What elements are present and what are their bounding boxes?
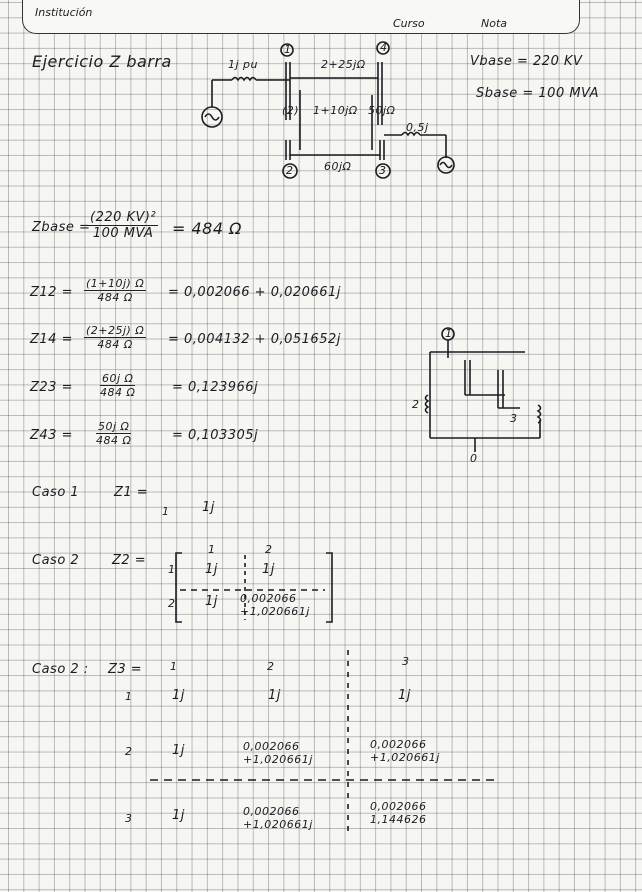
caso2-r2c2: 0,002066 +1,020661j <box>240 592 310 618</box>
caso3-r2c1: 1j <box>172 743 185 758</box>
caso3-z: Z3 = <box>108 662 143 677</box>
gen-reactance-label: 1j pu <box>228 58 259 71</box>
caso3-label: Caso 2 : <box>32 662 89 677</box>
grade-label: Nota <box>481 17 508 30</box>
institution-label: Institución <box>35 6 93 19</box>
z12-fraction <box>84 277 146 304</box>
caso2-label: Caso 2 <box>32 553 80 568</box>
z14-den: 484 Ω <box>97 338 133 351</box>
caso2-col1: 1 <box>208 543 216 556</box>
caso3-r2c2: 0,002066 +1,020661j <box>243 740 313 766</box>
bus2-number: 2 <box>286 164 294 177</box>
bus1-number: 1 <box>284 43 292 56</box>
line14-label: 2+25jΩ <box>321 58 366 71</box>
line23-label: 60jΩ <box>324 160 352 173</box>
caso3-r1c2: 1j <box>268 688 281 703</box>
caso1-z: Z1 = <box>114 485 149 500</box>
caso3-col1: 1 <box>170 660 178 673</box>
z23-label: Z23 = <box>30 380 73 395</box>
sbase-text: Sbase = 100 MVA <box>476 86 599 101</box>
zbase-den: 100 MVA <box>92 226 154 241</box>
z12-num: (1+10j) Ω <box>86 277 145 290</box>
side-node1: 1 <box>445 327 453 340</box>
side-node3: 3 <box>510 412 518 425</box>
zbase-result: = 484 Ω <box>172 219 242 238</box>
z43-label: Z43 = <box>30 428 73 443</box>
z23-num: 60j Ω <box>102 372 134 385</box>
caso2-r1c2: 1j <box>262 562 275 577</box>
z14-result: = 0,004132 + 0,051652j <box>168 332 341 347</box>
z12-den: 484 Ω <box>97 291 133 304</box>
page-title: Ejercicio Z barra <box>32 52 172 71</box>
caso3-col3: 3 <box>402 655 410 668</box>
caso3-r1c3: 1j <box>398 688 411 703</box>
z23-den: 484 Ω <box>100 386 136 399</box>
zbase-num: (220 KV)² <box>90 210 157 225</box>
caso1-label: Caso 1 <box>32 485 80 500</box>
side-node2: 2 <box>412 398 420 411</box>
vbase-text: Vbase = 220 KV <box>470 54 583 69</box>
gen-inductor <box>232 78 256 81</box>
z12-result: = 0,002066 + 0,020661j <box>168 285 341 300</box>
caso3-r3c2: 0,002066 +1,020661j <box>243 805 313 831</box>
caso1-row: 1 <box>162 505 170 518</box>
load-reactance-label: 0,5j <box>406 121 429 134</box>
caso3-col2: 2 <box>267 660 275 673</box>
line43-label: 50jΩ <box>368 104 396 117</box>
z14-fraction <box>84 324 146 351</box>
caso3-row1-idx: 1 <box>125 690 133 703</box>
caso2-row2-idx: 2 <box>168 597 176 610</box>
side-node0: 0 <box>470 452 478 465</box>
caso3-row3-idx: 3 <box>125 812 133 825</box>
caso2-row1-idx: 1 <box>168 563 176 576</box>
z43-fraction <box>96 420 131 447</box>
bus3-number: 3 <box>379 164 387 177</box>
caso3-r1c1: 1j <box>172 688 185 703</box>
caso3-r2c3: 0,002066 +1,020661j <box>370 738 440 764</box>
bus4-number: 4 <box>380 41 388 54</box>
line12-label: 1+10jΩ <box>313 104 358 117</box>
zbase-label: Zbase = <box>32 220 91 235</box>
zbase-fraction <box>88 210 158 241</box>
left-branch-label: (2) <box>282 104 300 117</box>
z14-label: Z14 = <box>30 332 73 347</box>
caso2-r2c1: 1j <box>205 594 218 609</box>
z43-result: = 0,103305j <box>172 428 259 443</box>
generator-wave-left <box>205 114 219 120</box>
z23-result: = 0,123966j <box>172 380 259 395</box>
caso2-col2: 2 <box>265 543 273 556</box>
caso2-z: Z2 = <box>112 553 147 568</box>
caso3-r3c3: 0,002066 1,144626 <box>370 800 427 826</box>
z43-den: 484 Ω <box>96 434 132 447</box>
course-label: Curso <box>393 17 425 30</box>
z23-fraction <box>100 372 135 399</box>
z43-num: 50j Ω <box>98 420 130 433</box>
caso2-r1c1: 1j <box>205 562 218 577</box>
caso3-row2-idx: 2 <box>125 745 133 758</box>
z14-num: (2+25j) Ω <box>86 324 145 337</box>
caso3-r3c1: 1j <box>172 808 185 823</box>
caso1-val: 1j <box>202 500 215 515</box>
z12-label: Z12 = <box>30 285 73 300</box>
